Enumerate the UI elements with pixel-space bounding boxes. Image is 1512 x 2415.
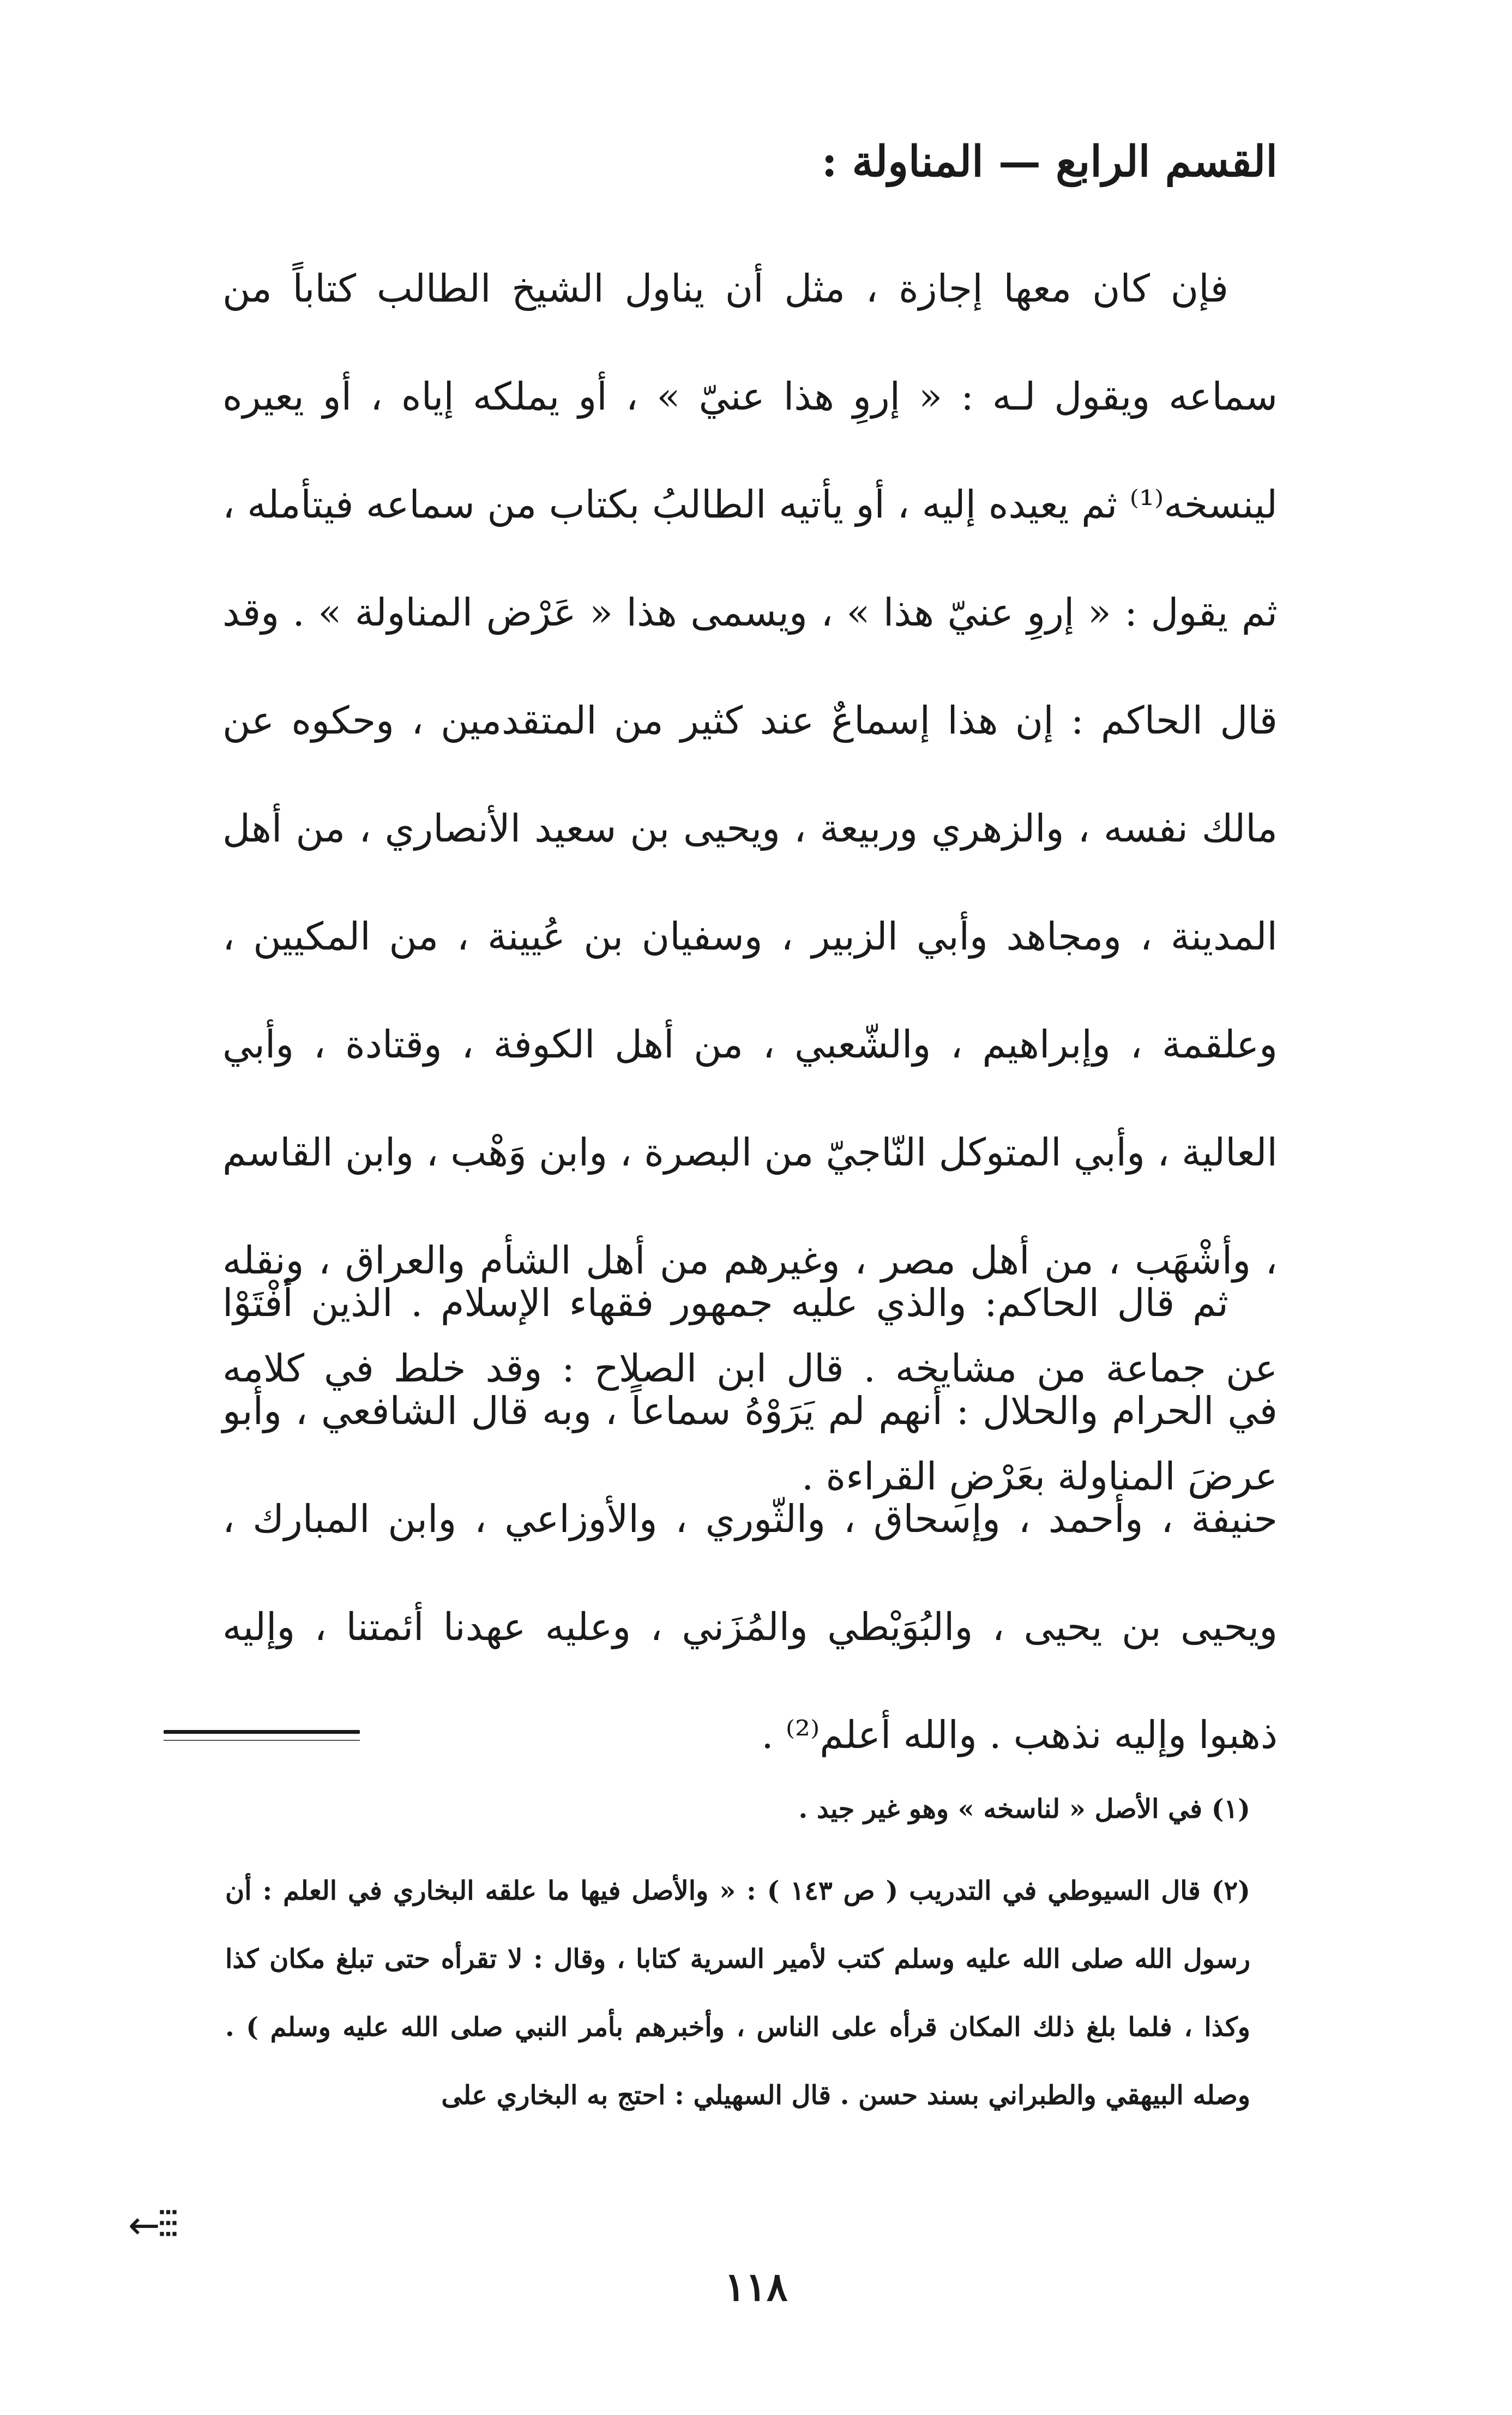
paragraph-text: فإن كان معها إجازة ، مثل أن يناول الشيخ الطالب كتاباً من سماعه ويقول لـه : « إروِ هذا عنيّ » ، أو يملكه إياه ، أو يعيره لينسخه⁽¹⁾ ثم يعيده إليه ، أو يأتيه الطالبُ بكتاب من سماعه فيتأمله ، ثم يقول : « إروِ عنيّ هذا » ، ويسمى هذا « عَرْض المناولة » . وقد قال الحاكم : إن هذا إسماعٌ عند كثير من المتقدمين ، وحكوه عن مالك نفسه ، والزهري وربيعة ، ويحيى بن سعيد الأنصاري ، من أهل المدينة ، ومجاهد وأبي الزبير ، وسفيان بن عُيينة ، من المكيين ، وعلقمة ، وإبراهيم ، والشّعبي ، من أهل الكوفة ، وقتادة ، وأبي العالية ، وأبي المتوكل النّاجيّ من البصرة ، وابن وَهْب ، وابن القاسم ، وأشْهَب ، من أهل مصر ، وغيرهم من أهل الشأم والعراق ، ونقله عن جماعة من مشايخه . قال ابن الصلاح : وقد خلط في كلامه عرضَ المناولة بعَرْضِ القراءة . [222,266,1278,1499]
footnote-2: (٢) قال السيوطي في التدريب ( ص ١٤٣ ) : « والأصل فيها ما علقه البخاري في العلم : أن رسول الله صلى الله عليه وسلم كتب لأمير السرية كتابا ، وقال : لا تقرأه حتى تبلغ مكان كذا وكذا ، فلما بلغ ذلك المكان قرأه على الناس ، وأخبرهم بأمر النبي صلى الله عليه وسلم ) . وصله البيهقي والطبراني بسند حسن . قال السهيلي : احتج به البخاري على [225,1876,1250,2111]
continuation-arrow-icon: ←⫶⫶⫶ [128,2203,176,2248]
section-heading: القسم الرابع — المناولة : [821,137,1278,187]
footnote-divider [164,1730,360,1734]
paragraph-text: ثم قال الحاكم: والذي عليه جمهور فقهاء الإسلام . الذين أفْتَوْا في الحرام والحلال : أنهم لم يَرَوْهُ سماعاً ، وبه قال الشافعي ، وأبو حنيفة ، وأحمد ، وإسحاق ، والثّوري ، والأوزاعي ، وابن المبارك ، ويحيى بن يحيى ، والبُوَيْطي والمُزَني ، وعليه عهدنا أئمتنا ، وإليه ذهبوا وإليه نذهب . والله أعلم⁽²⁾ . [222,1281,1278,1757]
footnote-1: (١) في الأصل « لناسخه » وهو غير جيد . [798,1794,1250,1824]
page-number: ١١٨ [724,2263,788,2310]
footnote-divider-thin [164,1740,360,1741]
body-paragraph-2 [222,1249,1278,1789]
